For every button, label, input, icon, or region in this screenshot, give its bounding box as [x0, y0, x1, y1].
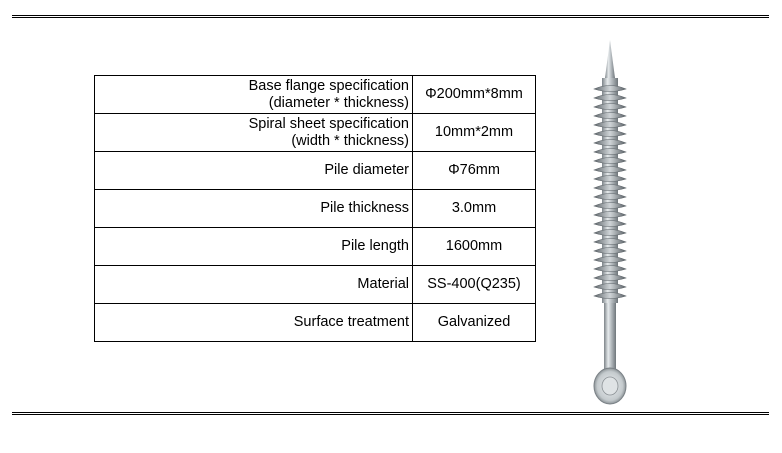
spec-value: Galvanized: [413, 304, 536, 342]
spiral-blade-ridge: [594, 104, 626, 110]
table-row: [95, 152, 536, 190]
spec-label: Pile length: [95, 228, 413, 266]
spiral-blade-ridge: [594, 86, 626, 92]
spiral-blade-ridge: [594, 131, 626, 137]
spiral-blade-ridge: [594, 248, 626, 254]
spiral-blade-ridge: [594, 194, 626, 200]
table-row: [95, 190, 536, 228]
spiral-blade-ridge: [594, 212, 626, 218]
spec-label: Material: [95, 266, 413, 304]
spec-label-line2: (diameter * thickness): [268, 94, 409, 111]
spiral-blade-ridge: [594, 185, 626, 191]
spec-value: Φ200mm*8mm: [413, 76, 536, 114]
spec-value: 3.0mm: [413, 190, 536, 228]
spiral-blade-ridge: [594, 176, 626, 182]
table-row: [95, 228, 536, 266]
spiral-blade-ridge: [594, 239, 626, 245]
top-divider: [12, 15, 769, 18]
spec-label: Surface treatment: [95, 304, 413, 342]
spiral-blade-ridge: [594, 221, 626, 227]
table-row: [95, 304, 536, 342]
spiral-blade-ridge: [594, 140, 626, 146]
spec-value: SS-400(Q235): [413, 266, 536, 304]
spec-value: 1600mm: [413, 228, 536, 266]
spiral-blade-ridge: [594, 230, 626, 236]
spec-label: [95, 114, 413, 152]
spiral-blade-ridge: [594, 167, 626, 173]
spec-value: 10mm*2mm: [413, 114, 536, 152]
spiral-blade-ridge: [594, 113, 626, 119]
spiral-blade-ridge: [594, 203, 626, 209]
spec-label-line1: Spiral sheet specification: [248, 115, 409, 132]
spiral-blade-ridge: [594, 158, 626, 164]
spiral-blade-ridge: [594, 257, 626, 263]
table-row: [95, 114, 536, 152]
specification-table: [94, 75, 536, 342]
spiral-blade-ridge: [594, 95, 626, 101]
spiral-blade-ridge: [594, 284, 626, 290]
spec-label: Pile thickness: [95, 190, 413, 228]
table-row: [95, 76, 536, 114]
table-row: [95, 266, 536, 304]
ground-screw-pile-icon: [580, 38, 640, 410]
spiral-blade-ridge: [594, 293, 626, 299]
ground-screw-pile-photo: [580, 38, 640, 410]
spiral-blade-ridge: [594, 266, 626, 272]
spec-value: Φ76mm: [413, 152, 536, 190]
spiral-blade-ridge: [594, 122, 626, 128]
spec-label: Pile diameter: [95, 152, 413, 190]
spiral-blade-ridge: [594, 275, 626, 281]
spiral-blade-ridge: [594, 149, 626, 155]
spec-label-line1: Base flange specification: [248, 77, 409, 94]
bottom-divider: [12, 412, 769, 415]
spec-label: [95, 76, 413, 114]
spec-label-line2: (width * thickness): [291, 132, 409, 149]
